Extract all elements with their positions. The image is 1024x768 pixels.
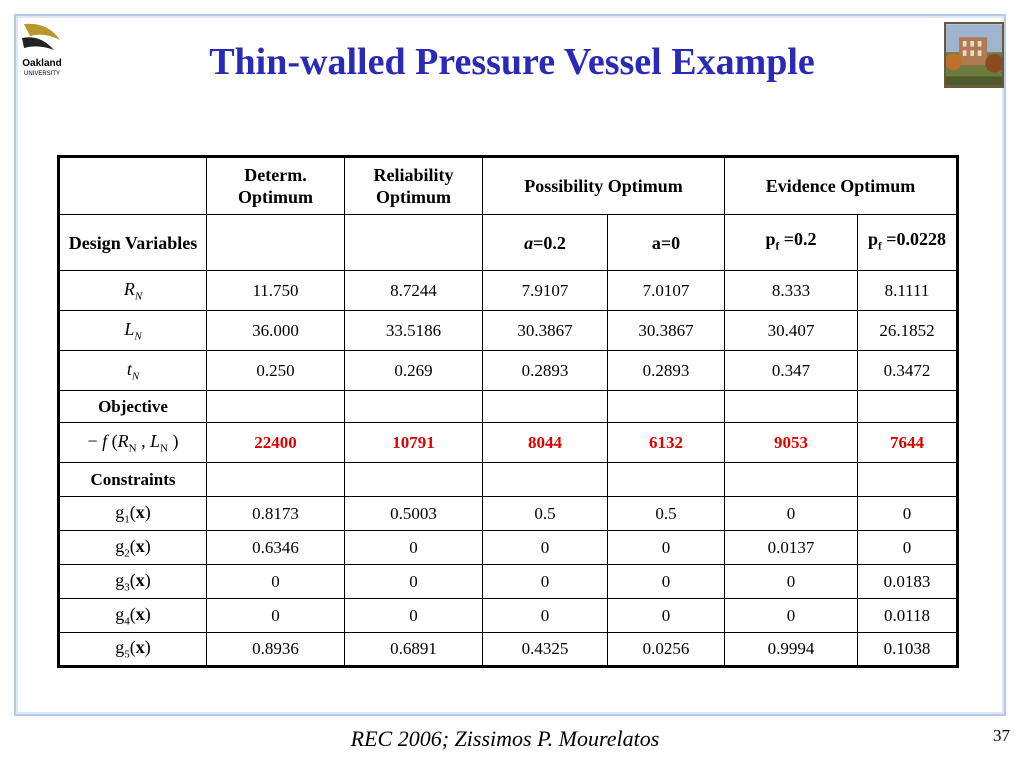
constraint-value: 0 — [858, 531, 958, 565]
header-pf-00228: $p_f =0.0228$ — [858, 215, 958, 271]
variable-value: 0.2893 — [483, 351, 608, 391]
variable-value: 0.3472 — [858, 351, 958, 391]
slide-title: Thin-walled Pressure Vessel Example — [209, 41, 815, 83]
variable-value: 7.0107 — [608, 271, 725, 311]
header-possibility: Possibility Optimum — [483, 157, 725, 215]
objective-value: 6132 — [608, 423, 725, 463]
header-reliability: Reliability Optimum — [345, 157, 483, 215]
constraint-value: 0.0137 — [725, 531, 858, 565]
variable-value: 33.5186 — [345, 311, 483, 351]
design-variable-rows — [59, 271, 958, 391]
header-pf-02: $p_f =0.2$ — [725, 215, 858, 271]
constraint-value: 0 — [608, 599, 725, 633]
constraint-value: 0.4325 — [483, 633, 608, 667]
constraint-value: 0.8173 — [207, 497, 345, 531]
constraint-value: 0 — [483, 531, 608, 565]
header-a-02: a=0.2 — [483, 215, 608, 271]
objective-label-row — [59, 391, 958, 423]
constraint-value: 0.9994 — [725, 633, 858, 667]
constraint-label: $g_2(x)$ — [59, 531, 207, 565]
constraint-value: 0.0183 — [858, 565, 958, 599]
footer-credit: REC 2006; Zissimos P. Mourelatos — [350, 726, 660, 751]
constraint-label: $g_5(x)$ — [59, 633, 207, 667]
constraint-value: 0.5 — [608, 497, 725, 531]
constraints-label-row — [59, 463, 958, 497]
constraint-value: 0.5003 — [345, 497, 483, 531]
constraint-value: 0.0118 — [858, 599, 958, 633]
objective-row — [59, 423, 958, 463]
constraint-value: 0 — [345, 599, 483, 633]
constraint-row — [59, 531, 958, 565]
constraint-label: $g_4(x)$ — [59, 599, 207, 633]
constraint-value: 0.1038 — [858, 633, 958, 667]
variable-value: 30.407 — [725, 311, 858, 351]
variable-value: 26.1852 — [858, 311, 958, 351]
objective-value: 22400 — [207, 423, 345, 463]
constraint-value: 0 — [725, 497, 858, 531]
constraint-rows — [59, 497, 958, 667]
design-variable-row — [59, 311, 958, 351]
design-variable-row — [59, 271, 958, 311]
constraint-value: 0 — [725, 599, 858, 633]
constraint-value: 0 — [483, 565, 608, 599]
variable-value: 8.1111 — [858, 271, 958, 311]
logo-text-line1: Oakland — [22, 58, 62, 69]
constraint-value: 0.0256 — [608, 633, 725, 667]
constraint-value: 0 — [858, 497, 958, 531]
empty-corner-cell — [59, 157, 207, 215]
objective-value: 8044 — [483, 423, 608, 463]
variable-value: 30.3867 — [608, 311, 725, 351]
header-determ: Determ. Optimum — [207, 157, 345, 215]
design-variable-row — [59, 351, 958, 391]
variable-value: 36.000 — [207, 311, 345, 351]
variable-value: 8.7244 — [345, 271, 483, 311]
variable-value: 7.9107 — [483, 271, 608, 311]
variable-symbol: $R_N$ — [59, 271, 207, 311]
constraint-value: 0.8936 — [207, 633, 345, 667]
objective-value: 9053 — [725, 423, 858, 463]
constraint-value: 0 — [608, 531, 725, 565]
constraint-value: 0 — [483, 599, 608, 633]
constraint-row — [59, 599, 958, 633]
page-number: 37 — [993, 726, 1010, 745]
constraint-label: $g_1(x)$ — [59, 497, 207, 531]
empty-cell — [345, 215, 483, 271]
variable-value: 0.269 — [345, 351, 483, 391]
empty-cell — [207, 215, 345, 271]
constraint-value: 0 — [207, 599, 345, 633]
variable-value: 0.347 — [725, 351, 858, 391]
constraint-value: 0 — [207, 565, 345, 599]
objective-label: Objective — [59, 391, 207, 423]
objective-value: 7644 — [858, 423, 958, 463]
variable-value: 11.750 — [207, 271, 345, 311]
constraint-value: 0 — [608, 565, 725, 599]
logo-text-line2: UNIVERSITY — [23, 71, 61, 77]
results-table — [57, 155, 959, 668]
variable-symbol: $L_N$ — [59, 311, 207, 351]
constraint-value: 0 — [345, 531, 483, 565]
constraint-value: 0 — [345, 565, 483, 599]
constraint-row — [59, 633, 958, 667]
constraint-label: $g_3(x)$ — [59, 565, 207, 599]
constraint-value: 0.6346 — [207, 531, 345, 565]
objective-value: 10791 — [345, 423, 483, 463]
constraint-value: 0 — [725, 565, 858, 599]
variable-value: 30.3867 — [483, 311, 608, 351]
constraint-row — [59, 497, 958, 531]
constraints-label: Constraints — [59, 463, 207, 497]
constraint-value: 0.6891 — [345, 633, 483, 667]
variable-value: 0.2893 — [608, 351, 725, 391]
header-design-variables: Design Variables — [59, 215, 207, 271]
constraint-value: 0.5 — [483, 497, 608, 531]
header-row-2 — [59, 215, 958, 271]
variable-value: 0.250 — [207, 351, 345, 391]
header-evidence: Evidence Optimum — [725, 157, 958, 215]
variable-value: 8.333 — [725, 271, 858, 311]
constraint-row — [59, 565, 958, 599]
objective-formula: − f ($R_N$ , $L_N$ ) — [59, 423, 207, 463]
header-a-0: a=0 — [608, 215, 725, 271]
header-row-1 — [59, 157, 958, 215]
variable-symbol: $t_N$ — [59, 351, 207, 391]
